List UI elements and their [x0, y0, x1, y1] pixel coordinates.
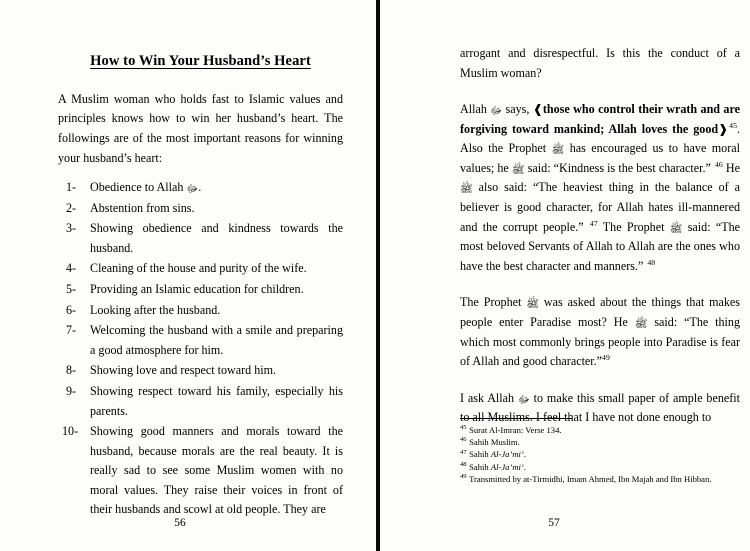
footnote-source-title: Al-Ja’mi’ [490, 449, 524, 460]
list-item [58, 178, 343, 198]
page-left-content [58, 52, 343, 521]
list-item-label: Showing obedience and kindness towards the husband. [90, 221, 343, 255]
footnote-separator [460, 418, 572, 419]
footnote-text: Surat Al-Imran: Verse 134. [469, 425, 562, 435]
prophet-honorific-icon: ﷺ [551, 144, 565, 157]
list-item-number: 9- [66, 383, 77, 398]
page-title: How to Win Your Husband’s Heart [90, 53, 311, 69]
list-item [58, 199, 343, 219]
list-item [58, 259, 343, 279]
closing-paragraph: I ask Allah ﷻ to make this small paper of ample benefit to all Muslims. I feel that I have not done enough to [460, 390, 741, 425]
prophet-honorific-icon: ﷺ [634, 317, 648, 330]
footnote-text: Sahih Muslim. [469, 437, 520, 448]
ayah-bracket-close-icon: ❱ [718, 121, 729, 136]
list-item-number: 1- [66, 180, 77, 195]
list-item-label: Providing an Islamic education for children. [90, 282, 304, 297]
allah-honorific-icon: ﷻ [490, 105, 503, 118]
footnote-area [460, 418, 730, 485]
footnote-item [460, 473, 730, 485]
page-right [380, 0, 750, 551]
list-item-label: Abstention from sins. [90, 200, 195, 215]
list-item-label: Showing good manners and morals toward the husband, because morals are the real beauty. It is really sad to see some Muslim women with no moral values. They raise their voices in front of their husbands and scowl at old people. They are [90, 424, 343, 517]
list-item-label: Showing respect toward his family, especially his parents. [90, 383, 343, 418]
footnote-number: 49 [460, 472, 467, 480]
ayah-text: those who control their wrath and are forgiving toward mankind; Allah loves the good [460, 102, 740, 136]
footnote-source-title: Al-Ja’mi’ [490, 461, 524, 472]
footnote-number: 46 [460, 436, 467, 444]
list-item-label: Showing love and respect toward him. [90, 363, 277, 378]
prophet-honorific-icon: ﷺ [511, 163, 525, 176]
list-item-number: 3- [66, 221, 77, 236]
footnote-ref[interactable]: 47 [589, 218, 598, 228]
ayah-bracket-open-icon: ❰ [532, 102, 543, 117]
list-item-number: 4- [66, 261, 77, 276]
list-item-label: Cleaning of the house and purity of the wife. [90, 261, 307, 276]
intro-paragraph: A Muslim woman who holds fast to Islamic values and principles knows how to win her husband’s heart. The followings are of the most important reasons for winning your husband’s heart: [58, 91, 343, 165]
footnote-number: 47 [460, 448, 467, 456]
page-number-right: 57 [548, 517, 560, 529]
footnote-ref[interactable]: 49 [602, 353, 610, 363]
list-item [58, 280, 343, 300]
footnote-number: 48 [460, 460, 467, 468]
continued-paragraph: arrogant and disrespectful. Is this the conduct of a Muslim woman? [460, 46, 740, 80]
footnote-text: Transmitted by at-Tirmidhi, Imam Ahmed, Ibn Majah and Ibn Hibban. [469, 473, 712, 484]
paradise-paragraph: The Prophet ﷺ was asked about the things that makes people enter Paradise most? He ﷺ said: “The thing which most commonly brings people into Paradise is fear of Allah and good character.”$^{49}$ [460, 295, 741, 369]
list-item-label: Welcoming the husband with a smile and preparing a good atmosphere for him. [90, 323, 343, 357]
footnote-item [460, 424, 730, 436]
allah-honorific-icon: ﷻ [186, 183, 199, 196]
prophet-honorific-icon: ﷺ [460, 183, 473, 196]
list-item-number: 2- [66, 200, 77, 215]
list-item-label: Looking after the husband. [90, 302, 221, 317]
footnote-text: Sahih [469, 461, 491, 472]
allah-honorific-icon: ﷻ [517, 393, 530, 406]
list-item-number: 6- [66, 302, 77, 317]
list-item [58, 301, 343, 321]
footnote-number: 45 [460, 424, 467, 432]
footnote-text: Sahih [469, 449, 491, 460]
footnote-ref[interactable]: 45 [729, 120, 737, 130]
footnote-item: $^{47}$ Sahih Al-Ja’mi’. [460, 448, 526, 460]
list-item [58, 361, 343, 381]
list-item-number: 7- [66, 323, 77, 338]
list-item [58, 321, 343, 360]
page-right-content [460, 44, 740, 428]
footnote-ref[interactable]: 46 [714, 159, 723, 169]
list-item-label: Obedience to Allah ﷻ. [90, 180, 202, 196]
list-item [58, 219, 343, 258]
page-number-left: 56 [174, 517, 186, 529]
reasons-list [58, 178, 343, 520]
list-item [58, 422, 343, 520]
list-item [58, 382, 343, 421]
prophet-honorific-icon: ﷺ [526, 298, 539, 311]
ayah-paragraph: Allah ﷻ says, ❰those who control their wrath and are forgiving toward mankind; Allah loves the good❱$^{45}$. Also the Prophet ﷺ has encouraged us to have moral values; he ﷺ said: “Kindness is the best character.” $^{46}$ He ﷺ also said: “The heaviest thing in the balance of a believer is good character, for Allah hates ill-mannered and the corrupt people.” $^{47}$ The Prophet ﷺ said: “The most beloved Servants of Allah to Allah are the ones who have the best character and manners.” $^{48}$ [460, 102, 741, 273]
footnote-ref[interactable]: 48 [647, 257, 656, 267]
list-item-number: 8- [66, 363, 77, 378]
list-item-number: 5- [66, 282, 77, 297]
prophet-honorific-icon: ﷺ [669, 222, 683, 235]
list-item-number: 10- [62, 424, 79, 439]
footnote-item: $^{48}$ Sahih Al-Ja’mi’. [460, 460, 526, 472]
footnote-item [460, 436, 730, 448]
